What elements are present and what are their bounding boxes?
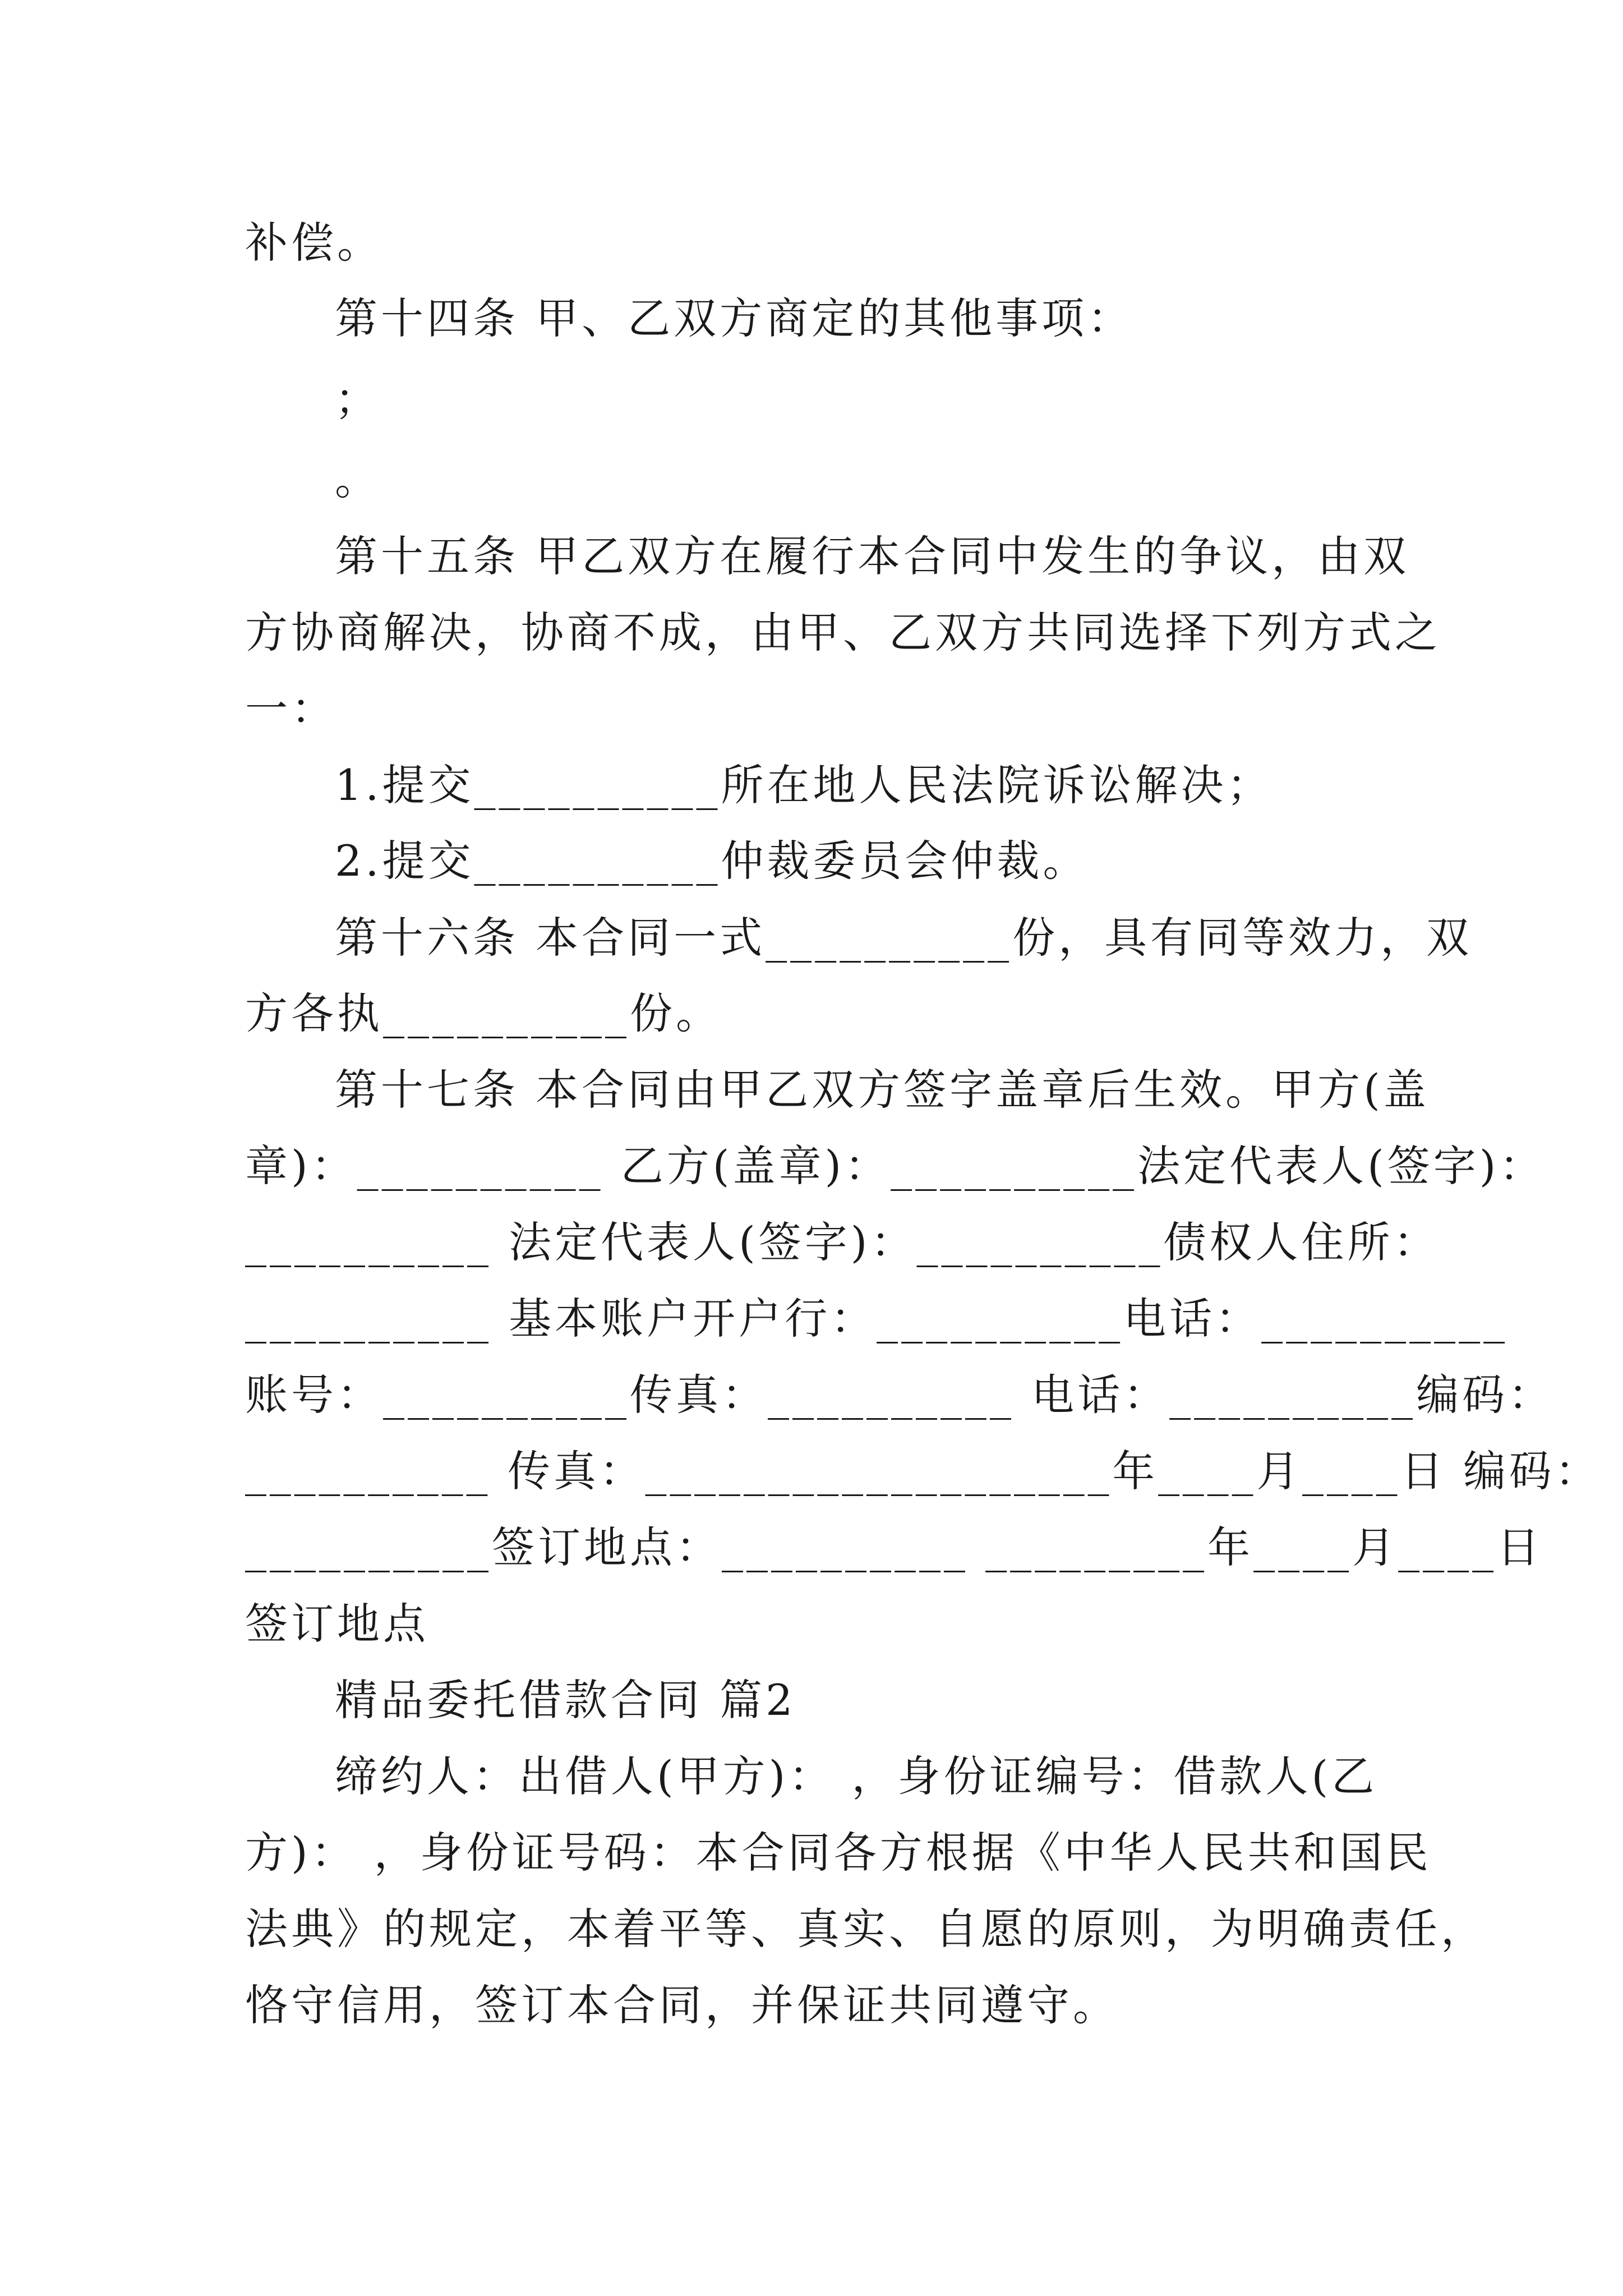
text-line: 法典》的规定，本着平等、真实、自愿的原则，为明确责任， [245, 1904, 1487, 1954]
text-line: 第十五条 甲乙双方在履行本合同中发生的争议，由双 [335, 531, 1410, 581]
text-line: 第十四条 甲、乙双方商定的其他事项： [335, 293, 1134, 343]
text-line: 账号：__________传真：__________ 电话：__________编码： [245, 1370, 1555, 1420]
text-line: __________ 传真：___________________年____月____日 编码： [245, 1446, 1601, 1496]
text-line: 1.提交__________所在地人民法院诉讼解决； [335, 760, 1273, 810]
section-title: 精品委托借款合同 篇2 [335, 1675, 796, 1725]
text-line: 第十六条 本合同一式__________份，具有同等效力，双 [335, 913, 1473, 963]
text-line: 方各执__________份。 [245, 988, 722, 1038]
text-line: 签订地点 [245, 1599, 429, 1649]
text-line: __________ 基本账户开户行：__________电话：__________ [245, 1294, 1509, 1343]
text-line: 恪守信用，签订本合同，并保证共同遵守。 [245, 1980, 1119, 2030]
text-line: 第十七条 本合同由甲乙双方签字盖章后生效。甲方(盖 [335, 1065, 1430, 1115]
text-line: 补偿。 [245, 218, 383, 268]
text-line: 章)：__________ 乙方(盖章)：__________法定代表人(签字)： [245, 1141, 1546, 1191]
text-line: 方协商解决，协商不成，由甲、乙双方共同选择下列方式之 [245, 608, 1441, 657]
text-line: 方)： ，身份证号码：本合同各方根据《中华人民共和国民 [245, 1828, 1432, 1878]
text-line: ； [335, 374, 381, 424]
text-line: 缔约人：出借人(甲方)： ，身份证编号：借款人(乙 [335, 1751, 1378, 1801]
text-line: __________签订地点：__________ _________年____月____日 [245, 1522, 1543, 1572]
text-line: 。 [335, 454, 381, 504]
text-line: 一： [245, 684, 337, 734]
text-line: 2.提交__________仲裁委员会仲裁。 [335, 836, 1089, 886]
text-line: __________ 法定代表人(签字)：__________债权人住所： [245, 1217, 1440, 1267]
